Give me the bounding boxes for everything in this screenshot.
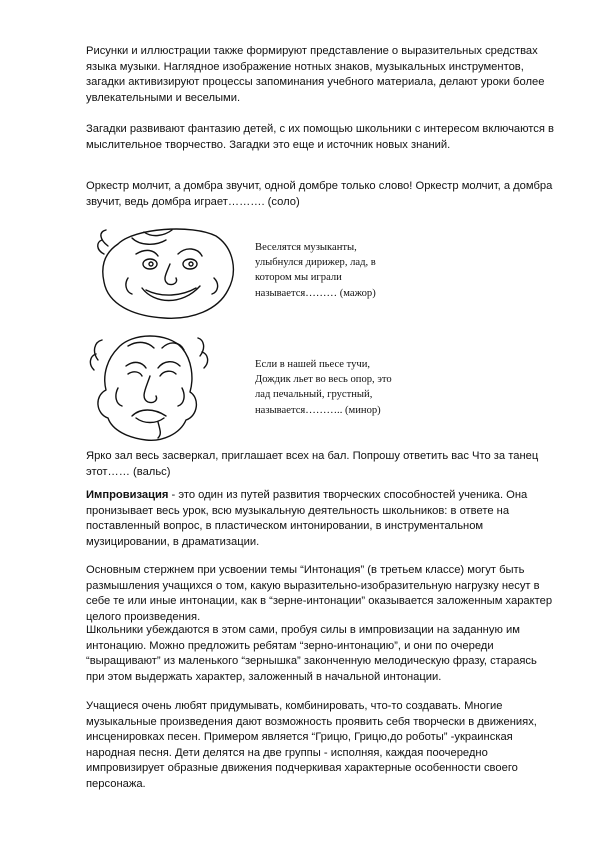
term-improvisation: Импровизация bbox=[86, 489, 169, 501]
riddle-major-line: Веселятся музыканты, bbox=[255, 242, 357, 253]
sad-face-drawing bbox=[88, 326, 210, 446]
paragraph-intonation: Основным стержнем при усвоении темы “Интонация” (в третьем классе) могут быть размышления учащихся о том, какую выразительно-изобразительную нагрузку несут в себе те или иные интонации, как в “зерне-интонации” оказывается заложенным характер целого произведения. bbox=[86, 564, 553, 623]
paragraph-orchestra-riddle: Оркестр молчит, а домбра звучит, одной домбре только слово! Оркестр молчит, а домбра звучит, ведь домбра играет………. (соло) bbox=[86, 180, 553, 208]
improvisation-text: - это один из путей развития творческих способностей ученика. Она пронизывает весь урок, всю музыкальную деятельность школьников: в ответе на поставленный вопрос, в пластическом интонировании, в инструментальном музицировании, в драматизации. bbox=[86, 489, 528, 548]
riddle-major-line: улыбнулся дирижер, лад, в bbox=[255, 257, 376, 269]
riddle-minor-line: лад печальный, грустный, bbox=[255, 389, 373, 401]
paragraph-illustrations: Рисунки и иллюстрации также формируют представление о выразительных средствах языка музыки. Наглядное изображение нотных знаков, музыкальных инструментов, загадки активизируют процессы запоминания учебного материала, делают уроки более увлекательными и веселыми. bbox=[86, 45, 545, 104]
riddle-major-line: называется……… (мажор) bbox=[255, 287, 376, 299]
paragraph-waltz-riddle: Ярко зал весь засверкал, приглашает всех на бал. Попрошу ответить вас Что за танец этот…… (вальс) bbox=[86, 450, 539, 478]
paragraph-students-improvise: Школьники убеждаются в этом сами, пробуя силы в импровизации на заданную им интонацию. Можно предложить ребятам “зерно-интонацию”, и они по очереди “выращивают” из маленького “зернышка” законченную мелодическую фразу, стараясь при этом выдержать характер, заложенный в начальной интонации. bbox=[86, 624, 537, 683]
riddle-minor-line: Если в нашей пьесе тучи, bbox=[255, 359, 371, 370]
riddle-major bbox=[255, 240, 455, 301]
riddle-minor-line: называется……….. (минор) bbox=[255, 404, 381, 416]
riddle-major-line: котором мы играли bbox=[255, 272, 342, 284]
happy-face-drawing bbox=[96, 224, 242, 324]
paragraph-improvisation bbox=[86, 488, 556, 550]
riddle-minor-line: Дождик льет во весь опор, это bbox=[255, 374, 392, 386]
paragraph-riddles: Загадки развивают фантазию детей, с их помощью школьники с интересом включаются в мыслительное творчество. Загадки это еще и источник новых знаний. bbox=[86, 123, 554, 151]
paragraph-creativity: Учащиеся очень любят придумывать, комбинировать, что-то создавать. Многие музыкальные произведения дают возможность проявить себя творчески в движениях, инсценировках песен. Примером является “Грицю, Грицю,до роботы” -украинская народная песня. Дети делятся на две группы - исполняя, каждая поочередно импровизирует образные движения подчеркивая характерные особенности своего персонажа. bbox=[86, 700, 537, 790]
riddle-minor bbox=[255, 357, 455, 418]
